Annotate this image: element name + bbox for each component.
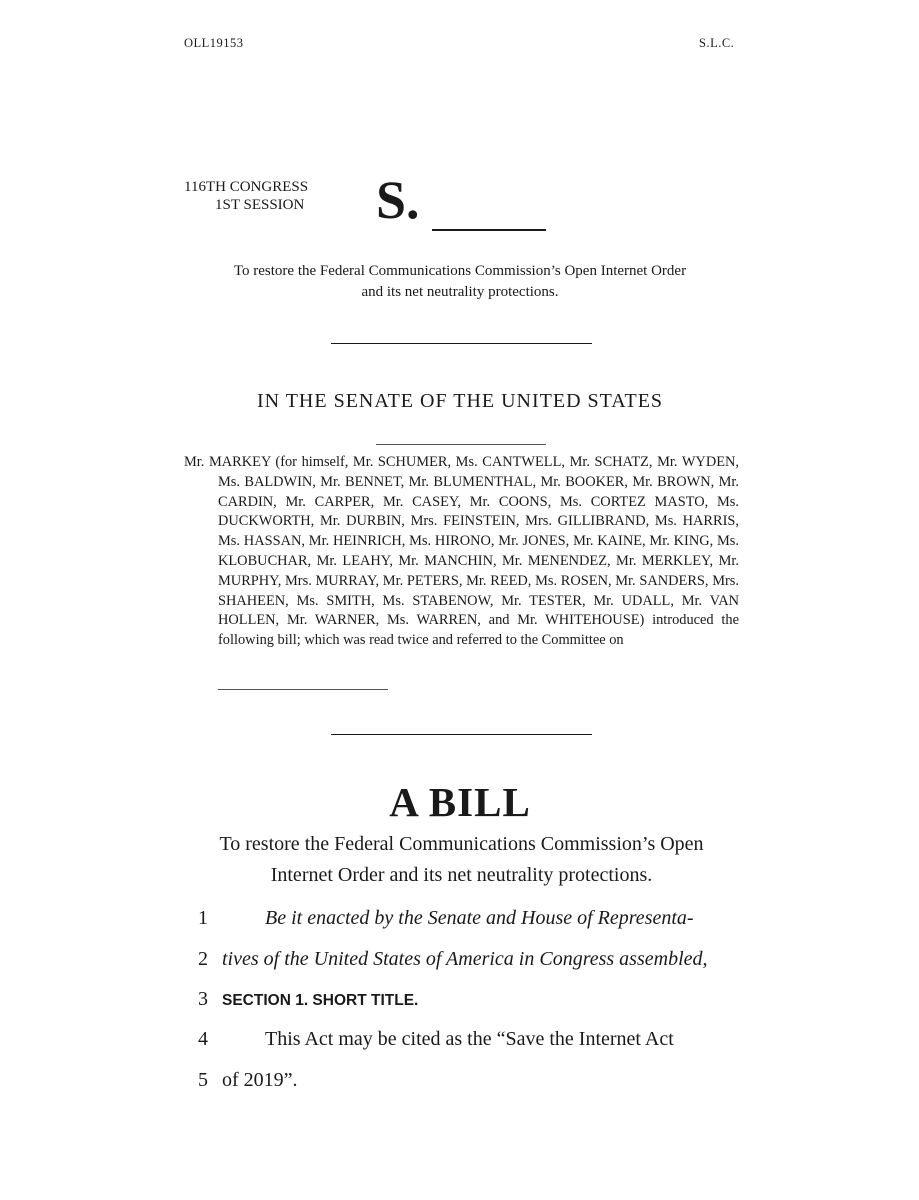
chamber-heading: IN THE SENATE OF THE UNITED STATES — [256, 390, 664, 412]
bill-prefix: S. — [376, 170, 420, 230]
purpose-line: To restore the Federal Communications Commission’s Open Internet Order — [233, 263, 687, 279]
congress-session — [184, 178, 308, 214]
office-code: S.L.C. — [699, 36, 735, 50]
committee-blank — [218, 689, 388, 690]
divider — [331, 734, 592, 735]
bill-number-blank — [432, 229, 546, 231]
line-number: 1 — [198, 907, 208, 929]
sponsors-paragraph: Mr. MARKEY (for himself, Mr. SCHUMER, Ms. CANTWELL, Mr. SCHATZ, Mr. WYDEN, Ms. BALDWIN, Mr. BENNET, Mr. BLUMENTHAL, Mr. BOOKER, Mr. BROWN, Mr. CARDIN, Mr. CARPER, Mr. CASEY, Mr. COONS, Ms. CORTEZ MASTO, Ms. DUCKWORTH, Mr. DURBIN, Mrs. FEINSTEIN, Mrs. GILLIBRAND, Ms. HARRIS, Ms. HASSAN, Mr. HEINRICH, Ms. HIRONO, Mr. JONES, Mr. KAINE, Mr. KING, Ms. KLOBUCHAR, Mr. LEAHY, Mr. MANCHIN, Mr. MENENDEZ, Mr. MERKLEY, Mr. MURPHY, Mrs. MURRAY, Mr. PETERS, Mr. REED, Ms. ROSEN, Mr. SANDERS, Mrs. SHAHEEN, Ms. SMITH, Ms. STABENOW, Mr. TESTER, Mr. UDALL, Mr. VAN HOLLEN, Mr. WARNER, Ms. WARREN, and Mr. WHITEHOUSE) introduced the following bill; which was read twice and referred to the Committee on — [184, 454, 739, 649]
congress-label: 116TH CONGRESS — [184, 179, 309, 195]
bill-purpose — [184, 829, 739, 891]
line-number: 5 — [198, 1069, 208, 1091]
divider — [331, 343, 592, 344]
purpose-line: Internet Order and its net neutrality protections. — [270, 864, 653, 886]
line-number: 3 — [198, 988, 208, 1010]
section-text: of 2019”. — [222, 1069, 298, 1091]
session-label: 1ST SESSION — [215, 197, 305, 213]
divider — [376, 444, 546, 445]
enacting-clause: tives of the United States of America in Congress assembled, — [222, 948, 708, 970]
bill-title: A BILL — [389, 779, 531, 825]
enacting-clause: Be it enacted by the Senate and House of Representa- — [265, 907, 694, 929]
line-number: 4 — [198, 1028, 208, 1050]
document-id: OLL19153 — [184, 36, 244, 50]
purpose-heading — [180, 261, 740, 303]
purpose-line: and its net neutrality protections. — [361, 284, 559, 300]
section-text: This Act may be cited as the “Save the Internet Act — [265, 1028, 674, 1050]
purpose-line: To restore the Federal Communications Commission’s Open — [219, 833, 704, 855]
line-number: 2 — [198, 948, 208, 970]
section-title: SECTION 1. SHORT TITLE. — [222, 992, 419, 1009]
